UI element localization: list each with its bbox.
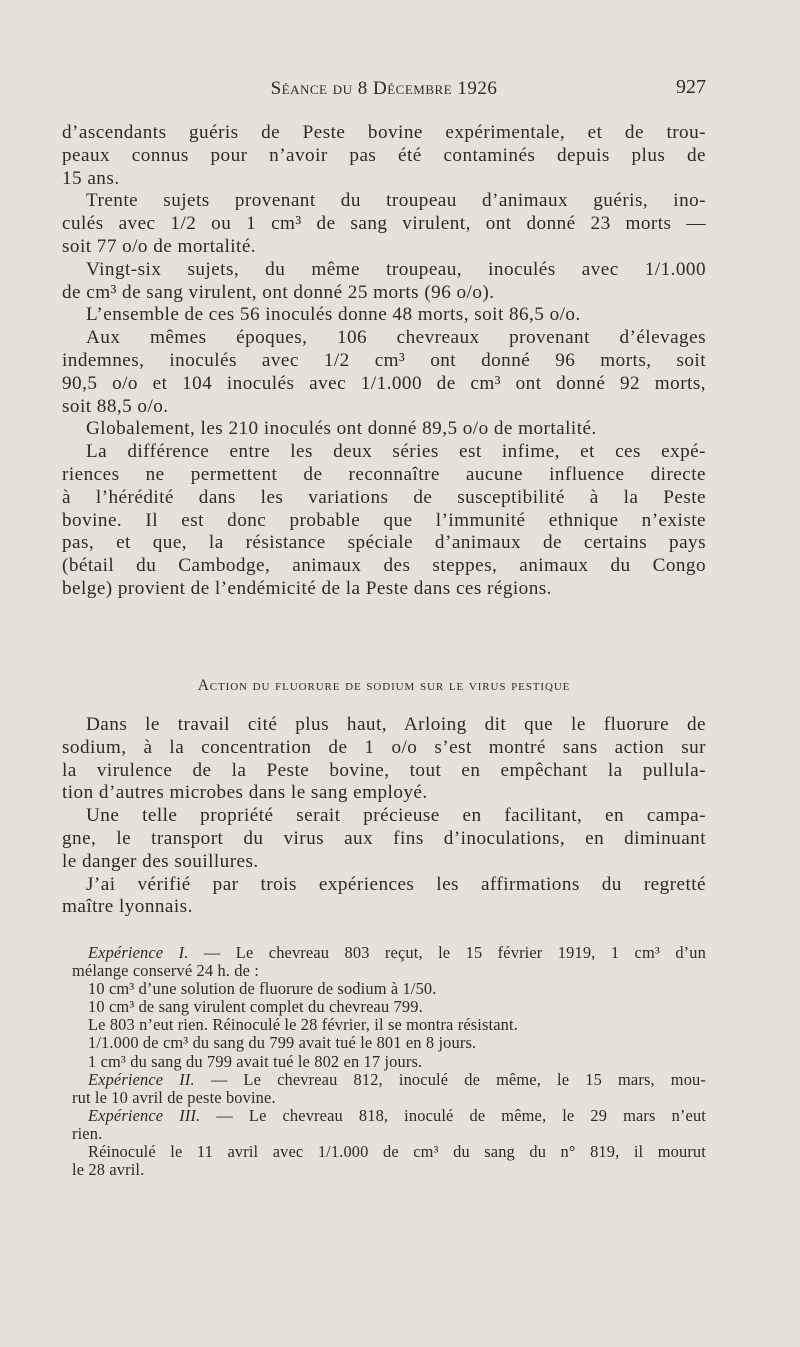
text-line: soit 77 o/o de mortalité.: [62, 235, 257, 257]
experiment-label: Expérience II.: [88, 1069, 195, 1089]
text-line: de cm³ de sang virulent, ont donné 25 morts (96 o/o).: [62, 281, 495, 303]
experiments-block: [72, 944, 706, 1179]
paragraph: [62, 190, 706, 258]
text-line: 1/1.000 de cm³ du sang du 799 avait tué le 801 en 8 jours.: [88, 1033, 477, 1053]
text-line: 1 cm³ du sang du 799 avait tué le 802 en 17 jours.: [88, 1051, 423, 1071]
paragraph: [62, 122, 706, 190]
paragraph: [62, 805, 706, 873]
experiment-paragraph: [72, 1071, 706, 1107]
text-line: 10 cm³ de sang virulent complet du chevreau 799.: [88, 997, 423, 1017]
text-line: rien.: [72, 1123, 103, 1143]
text-line: rut le 10 avril de peste bovine.: [72, 1087, 276, 1107]
text-line: culés avec 1/2 ou 1 cm³ de sang virulent, ont donné 23 morts —: [62, 213, 706, 235]
text-line: soit 88,5 o/o.: [62, 395, 169, 417]
experiment-paragraph: [72, 1107, 706, 1179]
text-line: bovine. Il est donc probable que l’immunité ethnique n’existe: [62, 509, 706, 531]
text-line: Aux mêmes époques, 106 chevreaux provenant d’élevages: [86, 327, 706, 349]
text-line: tion d’autres microbes dans le sang employé.: [62, 782, 428, 804]
text-line: 90,5 o/o et 104 inoculés avec 1/1.000 de cm³ ont donné 92 morts,: [62, 372, 706, 394]
text-line: gne, le transport du virus aux fins d’inoculations, en diminuant: [62, 827, 706, 849]
text-line: le 28 avril.: [72, 1160, 145, 1180]
body-text-lower: [62, 714, 706, 919]
text-line: à l’hérédité dans les variations de susceptibilité à la Peste: [62, 486, 706, 508]
experiment-text: — Le chevreau 812, inoculé de même, le 15 mars, mou-: [194, 1069, 706, 1089]
text-line: [72, 944, 706, 962]
paragraph: [62, 327, 706, 418]
paragraph: [62, 304, 706, 327]
text-line: Une telle propriété serait précieuse en facilitant, en campa-: [86, 805, 706, 827]
experiment-text: — Le chevreau 818, inoculé de même, le 29 mars n’eut: [200, 1105, 706, 1125]
text-line: [72, 1107, 706, 1125]
experiment-paragraph: [72, 944, 706, 1071]
text-line: d’ascendants guéris de Peste bovine expérimentale, et de trou-: [62, 122, 706, 143]
text-line: indemnes, inoculés avec 1/2 cm³ ont donné 96 morts, soit: [62, 349, 706, 371]
paragraph: [62, 714, 706, 805]
experiment-label: Expérience I.: [88, 943, 189, 962]
text-line: Réinoculé le 11 avril avec 1/1.000 de cm³ du sang du n° 819, il mourut: [88, 1142, 706, 1162]
page-number: 927: [676, 76, 706, 98]
text-line: J’ai vérifié par trois expériences les affirmations du regretté: [86, 873, 706, 895]
text-line: pas, et que, la résistance spéciale d’animaux de certains pays: [62, 532, 706, 554]
text-line: peaux connus pour n’avoir pas été contaminés depuis plus de: [62, 144, 706, 166]
text-line: (bétail du Cambodge, animaux des steppes, animaux du Congo: [62, 555, 706, 577]
text-line: Le 803 n’eut rien. Réinoculé le 28 février, il se montra résistant.: [88, 1015, 518, 1035]
running-header: [62, 74, 706, 104]
text-line: sodium, à la concentration de 1 o/o s’est montré sans action sur: [62, 736, 706, 758]
text-line: 10 cm³ d’une solution de fluorure de sodium à 1/50.: [88, 979, 437, 999]
text-line: riences ne permettent de reconnaître aucune influence directe: [62, 463, 706, 485]
text-line: Globalement, les 210 inoculés ont donné 89,5 o/o de mortalité.: [86, 418, 597, 440]
text-line: L’ensemble de ces 56 inoculés donne 48 morts, soit 86,5 o/o.: [86, 304, 581, 326]
text-line: Vingt-six sujets, du même troupeau, inoculés avec 1/1.000: [86, 258, 706, 280]
text-line: Dans le travail cité plus haut, Arloing dit que le fluorure de: [86, 714, 706, 735]
text-line: le danger des souillures.: [62, 850, 259, 872]
experiment-label: Expérience III.: [88, 1105, 201, 1125]
text-line: Trente sujets provenant du troupeau d’animaux guéris, ino-: [86, 190, 706, 212]
paragraph: [62, 874, 706, 920]
text-line: mélange conservé 24 h. de :: [72, 961, 260, 981]
text-line: belge) provient de l’endémicité de la Peste dans ces régions.: [62, 577, 552, 599]
running-title: Séance du 8 Décembre 1926: [270, 78, 498, 99]
body-text-upper: [62, 122, 706, 601]
text-line: 15 ans.: [62, 167, 120, 189]
text-line: la virulence de la Peste bovine, tout en empêchant la pullula-: [62, 759, 706, 781]
text-line: maître lyonnais.: [62, 896, 193, 918]
experiment-text: — Le chevreau 803 reçut, le 15 février 1919, 1 cm³ d’un: [188, 943, 706, 962]
paragraph: [62, 418, 706, 441]
text-line: [72, 1071, 706, 1089]
text-line: La différence entre les deux séries est infime, et ces expé-: [86, 441, 706, 463]
paragraph: [62, 259, 706, 305]
paragraph: [62, 441, 706, 601]
section-heading: Action du fluorure de sodium sur le virus pestique: [197, 677, 571, 694]
